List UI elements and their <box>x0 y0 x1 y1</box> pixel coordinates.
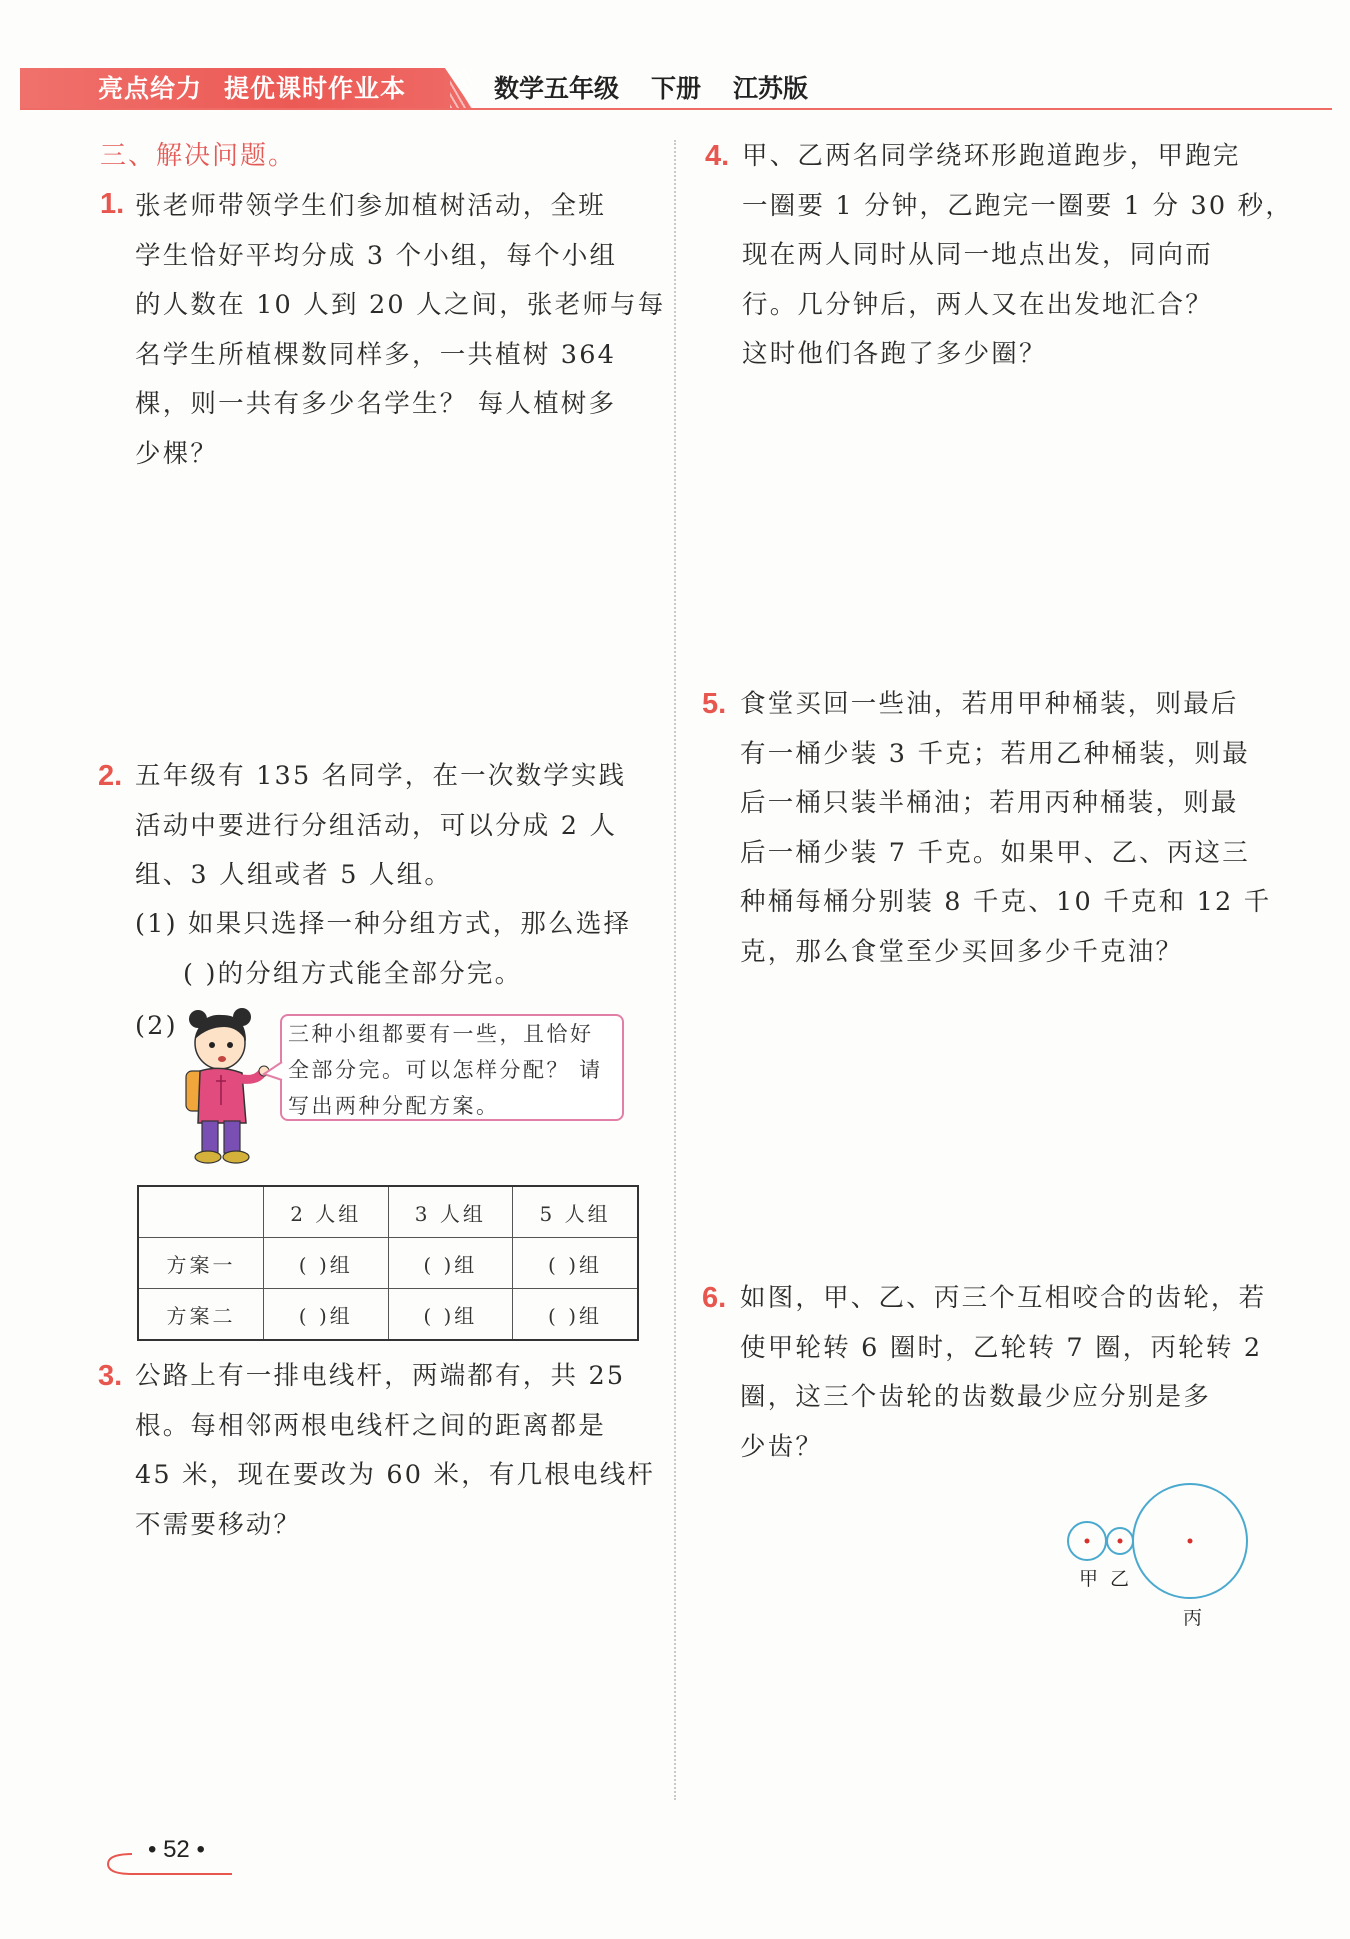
text-line: 不需要移动？ <box>135 1509 302 1540</box>
text-line: 公路上有一排电线杆，两端都有，共 25 <box>135 1361 626 1391</box>
problem-6-number: 6. <box>702 1282 727 1314</box>
problem-6-text <box>740 1274 1267 1472</box>
text-line: 后一桶只装半桶油；若用丙种桶装，则最 <box>740 788 1239 818</box>
table-row-label: 方案一 <box>138 1238 264 1289</box>
text-line: 种桶每桶分别装 8 千克、10 千克和 12 千 <box>740 887 1272 917</box>
text-line: 少棵？ <box>135 438 219 469</box>
header-subject <box>494 72 808 106</box>
section-title: 三、解决问题。 <box>100 141 297 171</box>
answer-blank[interactable]: ( )组 <box>388 1238 513 1289</box>
girl-illustration <box>180 1005 272 1167</box>
table-header-cell: 2 人组 <box>264 1186 389 1238</box>
text-line: 张老师带领学生们参加植树活动，全班 <box>135 191 606 221</box>
problem-4-number: 4. <box>705 140 730 172</box>
table-header-cell <box>138 1186 264 1238</box>
text-line: 圈，这三个齿轮的齿数最少应分别是多 <box>740 1382 1211 1412</box>
problem-5-number: 5. <box>702 688 727 720</box>
answer-blank[interactable]: ( )组 <box>388 1289 513 1341</box>
answer-blank[interactable]: ( )组 <box>513 1238 638 1289</box>
text-line: 根。每相邻两根电线杆之间的距离都是 <box>135 1410 606 1441</box>
problem-2-text <box>135 752 645 901</box>
speech-bubble-tail <box>262 1060 284 1084</box>
text-line: ( )的分组方式能全部分完。 <box>183 958 523 989</box>
text-line: 组、3 人组或者 5 人组。 <box>135 860 453 890</box>
gear-label-yi: 乙 <box>1110 1568 1130 1590</box>
text-line: 后一桶少装 7 千克。如果甲、乙、丙这三 <box>740 837 1250 868</box>
grouping-table <box>137 1185 639 1341</box>
gear-label-jia: 甲 <box>1079 1568 1099 1590</box>
text-line: 的人数在 10 人到 20 人之间，张老师与每 <box>135 290 666 320</box>
text-line: 如图，甲、乙、丙三个互相咬合的齿轮，若 <box>740 1283 1267 1313</box>
text-line: 全部分完。可以怎样分配？ 请 <box>288 1058 603 1082</box>
subject-edition: 江苏版 <box>733 74 809 103</box>
answer-blank[interactable]: ( )组 <box>264 1238 389 1289</box>
text-line: 活动中要进行分组活动，可以分成 2 人 <box>135 810 618 841</box>
header-brand <box>98 72 406 106</box>
text-line: 少齿？ <box>740 1431 824 1462</box>
text-line: 克，那么食堂至少买回多少千克油？ <box>740 936 1184 967</box>
table-row <box>138 1289 638 1341</box>
text-line: 45 米，现在要改为 60 米，有几根电线杆 <box>135 1460 656 1490</box>
text-line: 有一桶少装 3 千克；若用乙种桶装，则最 <box>740 738 1250 769</box>
text-line: 食堂买回一些油，若用甲种桶装，则最后 <box>740 689 1239 719</box>
brand-name: 亮点给力 <box>98 74 203 103</box>
text-line: 一圈要 1 分钟，乙跑完一圈要 1 分 30 秒， <box>742 190 1294 221</box>
table-row <box>138 1238 638 1289</box>
problem-1-number: 1. <box>100 188 125 220</box>
text-line: 名学生所植棵数同样多，一共植树 364 <box>135 339 617 370</box>
text-line: 行。几分钟后，两人又在出发地汇合？ <box>742 289 1213 320</box>
answer-blank[interactable]: ( )组 <box>264 1289 389 1341</box>
page-number: • 52 • <box>148 1836 205 1863</box>
gear-bing-center <box>1188 1539 1193 1544</box>
text-line: 甲、乙两名同学绕环形跑道跑步，甲跑完 <box>742 141 1241 171</box>
problem-2-number: 2. <box>98 760 123 792</box>
text-line: 现在两人同时从同一地点出发，同向而 <box>742 240 1213 270</box>
subject-grade: 数学五年级 <box>494 74 620 103</box>
gear-jia-center <box>1085 1539 1090 1544</box>
speech-bubble-text <box>288 1016 618 1124</box>
gear-diagram <box>1060 1475 1260 1645</box>
problem-2-sub-1 <box>135 900 645 999</box>
problem-4-text <box>742 132 1294 380</box>
header-stripe-decoration <box>450 68 472 108</box>
table-row-label: 方案二 <box>138 1289 264 1341</box>
problem-3-number: 3. <box>98 1360 123 1392</box>
text-line: 这时他们各跑了多少圈？ <box>742 339 1047 369</box>
problem-1-text <box>135 182 666 479</box>
table-header-cell: 5 人组 <box>513 1186 638 1238</box>
gear-yi-center <box>1118 1539 1123 1544</box>
text-line: 棵，则一共有多少名学生？ 每人植树多 <box>135 389 617 419</box>
subject-volume: 下册 <box>651 74 702 103</box>
problem-3-text <box>135 1352 656 1550</box>
table-header-row <box>138 1186 638 1238</box>
text-line: 三种小组都要有一些，且恰好 <box>288 1022 594 1046</box>
problem-5-text <box>740 680 1272 977</box>
text-line: 五年级有 135 名同学，在一次数学实践 <box>135 761 627 791</box>
table-header-cell: 3 人组 <box>388 1186 513 1238</box>
problem-2-sub-2-label: (2) <box>135 1011 178 1041</box>
brand-series: 提优课时作业本 <box>224 74 407 103</box>
text-line: 写出两种分配方案。 <box>288 1094 500 1118</box>
column-divider <box>674 140 676 1800</box>
answer-blank[interactable]: ( )组 <box>513 1289 638 1341</box>
gear-label-bing: 丙 <box>1183 1607 1203 1629</box>
header-rule <box>20 108 1332 110</box>
text-line: 使甲轮转 6 圈时，乙轮转 7 圈，丙轮转 2 <box>740 1332 1263 1363</box>
page-number-value: 52 <box>163 1836 190 1863</box>
text-line: 学生恰好平均分成 3 个小组，每个小组 <box>135 240 618 271</box>
text-line: (1) 如果只选择一种分组方式，那么选择 <box>135 909 632 939</box>
